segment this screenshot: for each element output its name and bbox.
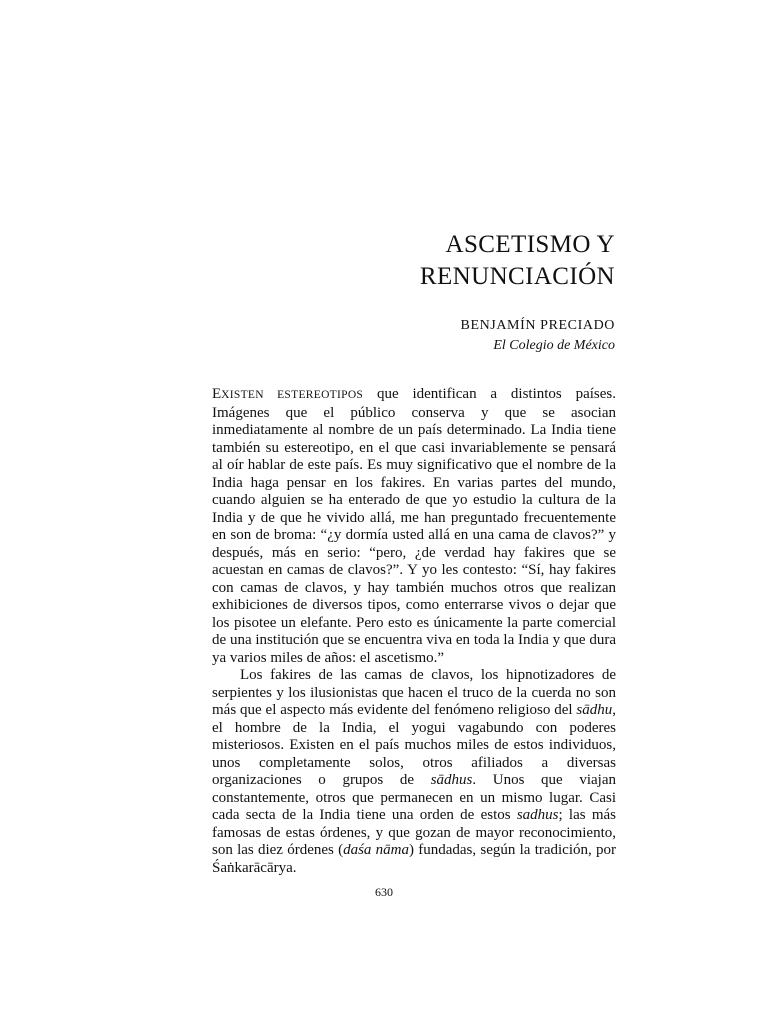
paragraph-2-text-e: ) fundadas, según la tradición, por Śaṅkarācārya. (212, 842, 616, 876)
lead-in-initial: E (212, 386, 222, 402)
author-block (461, 316, 616, 356)
article-title (420, 229, 615, 293)
paragraph-1 (212, 386, 616, 667)
term-dasa-nama: daśa nāma (343, 842, 410, 858)
article-body (212, 386, 616, 877)
author-affiliation: El Colegio de México (493, 338, 615, 353)
author-name: BENJAMÍN PRECIADO (460, 318, 615, 333)
page-number: 630 (375, 885, 393, 899)
article-title-line-1: ASCETISMO Y (445, 231, 615, 258)
paragraph-1-text: que identifican a distintos países. Imágenes que el público conserva y que se asocian inmediatamente al nombre de un país determinado. La India tiene también su estereotipo, en el que casi invariablemente se pensará al oír hablar de este país. Es muy significativo que el nombre de la India haga pensar en los fakires. En varias partes del mundo, cuando alguien se ha enterado de que yo estudio la cultura de la India y de que he vivido allá, me han preguntado frecuentemente en son de broma: “¿y dormía usted allá en una cama de clavos?” y después, más en serio: “pero, ¿de verdad hay fakires que se acuestan en camas de clavos?”. Y yo les contesto: “Sí, hay fakires con camas de clavos, y hay también muchos otros que realizan exhibiciones de diversos tipos, como enterrarse vivos o dejar que los pisotee un elefante. Pero esto es únicamente la parte comercial de una institución que se encuentra viva en toda la India y que dura ya varios miles de años: el ascetismo.” (212, 386, 616, 666)
term-sadhus: sādhus (430, 772, 473, 788)
paragraph-2-text-b: , el hombre de la India, el yogui vagabundo con poderes misteriosos. Existen en el país muchos miles de estos individuos, unos completamente solos, otros afiliados a diversas organizaciones o grupos de (212, 702, 616, 788)
paragraph-2 (212, 667, 616, 877)
paragraph-2-text-c: . Unos que viajan constantemente, otros que permanecen en un mismo lugar. Casi cada secta de la India tiene una orden de estos (212, 772, 616, 823)
lead-in-small-caps: XISTEN ESTEREOTIPOS (221, 389, 364, 401)
paragraph-2-text-a: Los fakires de las camas de clavos, los hipnotizadores de serpientes y los ilusionistas que hacen el truco de la cuerda no son más que el aspecto más evidente del fenómeno religioso del (212, 667, 616, 718)
term-sadhu: sādhu (576, 702, 613, 718)
term-sadhus-plain: sadhus (516, 807, 559, 823)
paragraph-2-text-d: ; las más famosas de estas órdenes, y que gozan de mayor reconocimiento, son las diez órdenes ( (212, 807, 616, 858)
article-title-line-2: RENUNCIACIÓN (419, 263, 615, 290)
